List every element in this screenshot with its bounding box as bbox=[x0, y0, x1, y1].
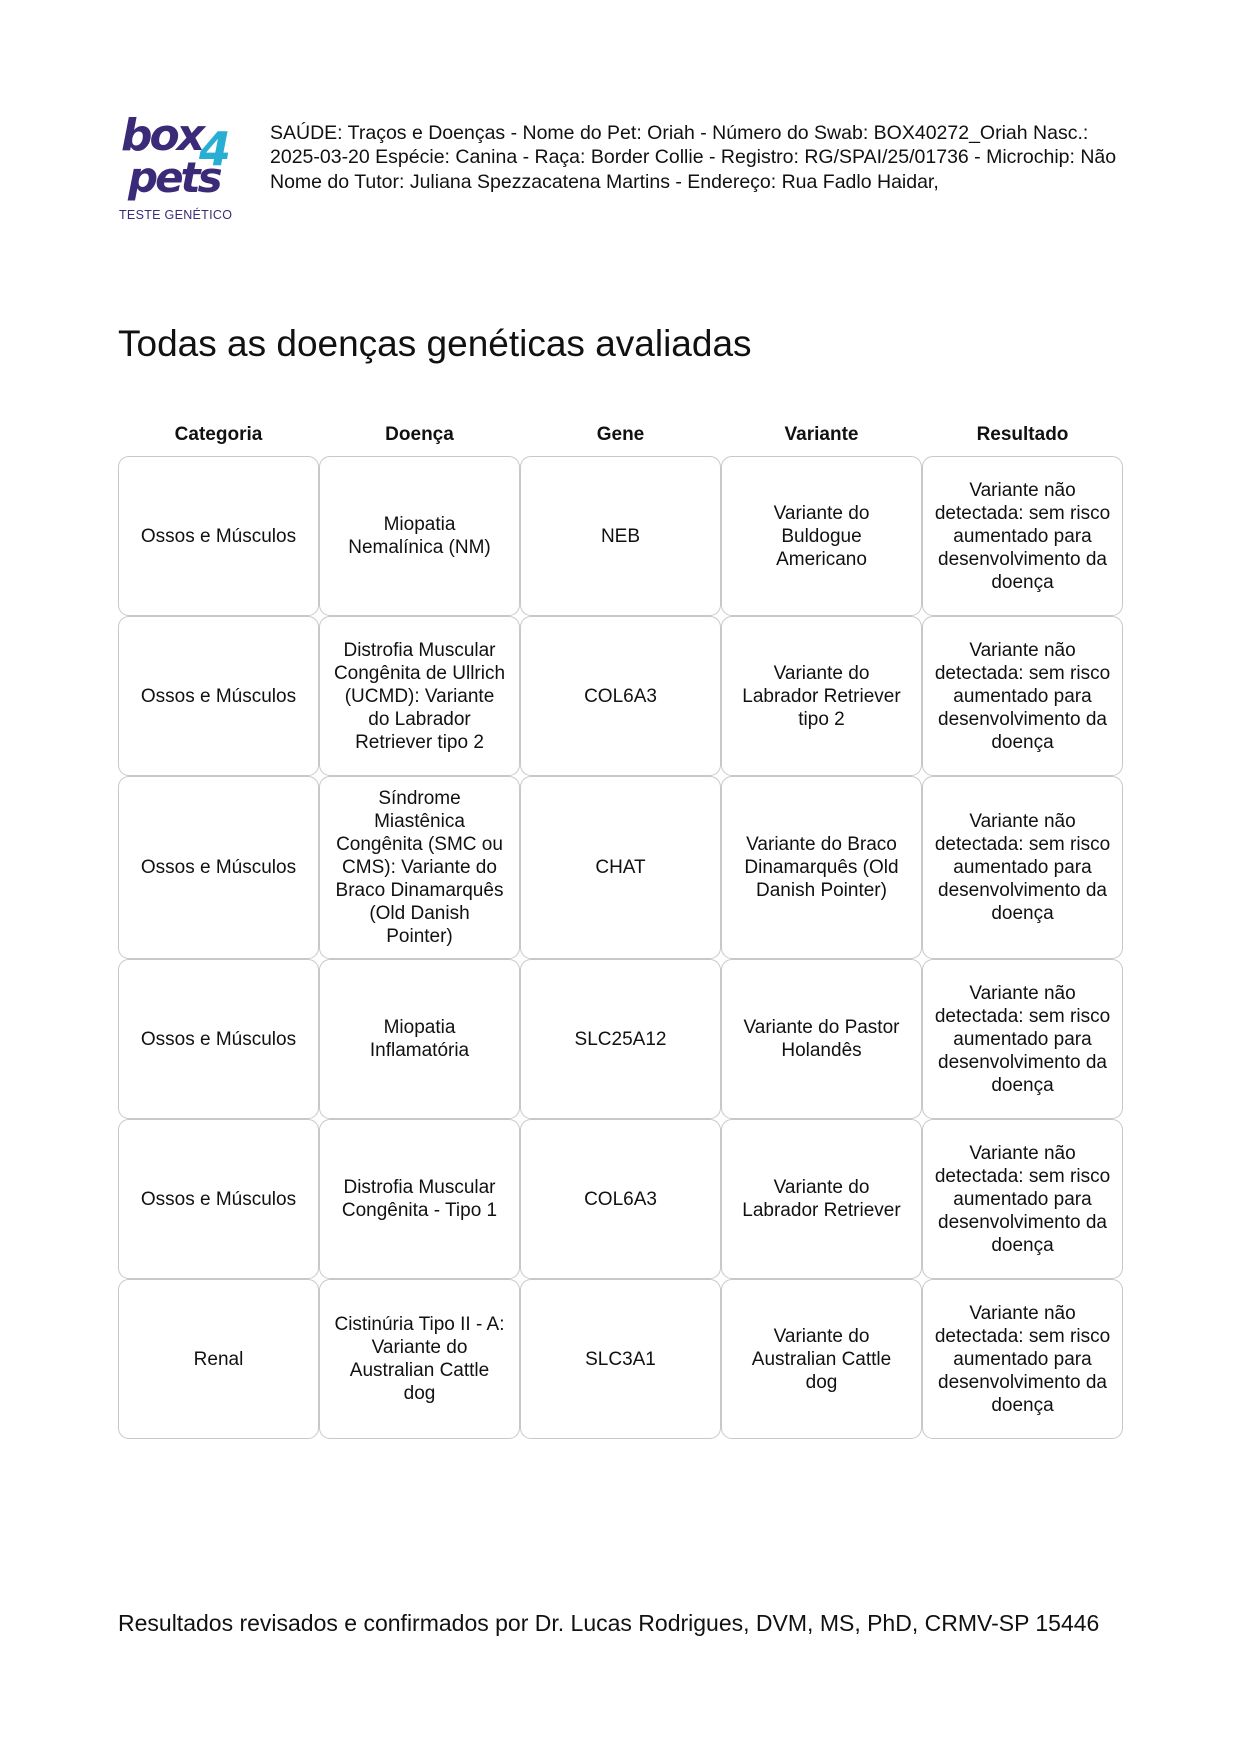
cell-doenca bbox=[319, 616, 520, 776]
gene-text: CHAT bbox=[595, 857, 646, 878]
table-header bbox=[118, 414, 1123, 456]
cell-resultado bbox=[922, 616, 1123, 776]
cell-variante bbox=[721, 1279, 922, 1439]
cell-resultado bbox=[922, 456, 1123, 616]
doenca-text: Distrofia Muscular Congênita de Ullrich (UCMD): Variante do Labrador Retriever tipo 2 bbox=[333, 639, 506, 753]
resultado-text: Variante não detectada: sem risco aumentado para desenvolvimento da doença bbox=[934, 479, 1111, 593]
doenca-text: Miopatia Inflamatória bbox=[369, 1017, 470, 1061]
variante-text: Variante do Buldogue Americano bbox=[773, 502, 870, 570]
categoria-text: Ossos e Músculos bbox=[140, 1028, 297, 1050]
resultado-text: Variante não detectada: sem risco aumentado para desenvolvimento da doença bbox=[934, 639, 1111, 753]
cell-resultado bbox=[922, 1119, 1123, 1279]
cell-gene bbox=[520, 1119, 721, 1279]
cell-doenca bbox=[319, 959, 520, 1119]
cell-gene bbox=[520, 959, 721, 1119]
doenca-text: Distrofia Muscular Congênita - Tipo 1 bbox=[341, 1177, 498, 1221]
categoria-text: Ossos e Músculos bbox=[140, 857, 297, 878]
gene-text: SLC25A12 bbox=[574, 1028, 667, 1050]
cell-doenca bbox=[319, 1279, 520, 1439]
gene-text: SLC3A1 bbox=[585, 1348, 656, 1370]
cell-gene bbox=[520, 1279, 721, 1439]
resultado-text: Variante não detectada: sem risco aumentado para desenvolvimento da doença bbox=[934, 1302, 1111, 1416]
table-row bbox=[118, 1279, 1123, 1439]
cell-variante bbox=[721, 616, 922, 776]
cell-gene bbox=[520, 456, 721, 616]
table-row bbox=[118, 959, 1123, 1119]
cell-doenca bbox=[319, 776, 520, 959]
cell-categoria bbox=[118, 959, 319, 1119]
cell-categoria bbox=[118, 1279, 319, 1439]
doenca-text: Miopatia Nemalínica (NM) bbox=[348, 514, 491, 558]
page-title: Todas as doenças genéticas avaliadas bbox=[118, 323, 752, 364]
box4pets-logo bbox=[115, 110, 235, 226]
cell-doenca bbox=[319, 456, 520, 616]
cell-doenca bbox=[319, 1119, 520, 1279]
cell-categoria bbox=[118, 1119, 319, 1279]
reviewer-signature: Resultados revisados e confirmados por Dr. Lucas Rodrigues, DVM, MS, PhD, CRMV-SP 15446 bbox=[118, 1610, 1100, 1636]
doenca-text: Cistinúria Tipo II - A: Variante do Australian Cattle dog bbox=[334, 1314, 505, 1404]
cell-variante bbox=[721, 776, 922, 959]
logo-subtitle: TESTE GENÉTICO bbox=[119, 208, 233, 222]
pet-info-header: SAÚDE: Traços e Doenças - Nome do Pet: Oriah - Número do Swab: BOX40272_Oriah Nasc.: 2025-03-20 Espécie: Canina - Raça: Border Collie - Registro: RG/SPAI/25/01736 - Microchip: Não Nome do Tutor: Juliana Spezzacatena Martins - Endereço: Rua Fadlo Haidar, bbox=[270, 122, 1117, 193]
resultado-text: Variante não detectada: sem risco aumentado para desenvolvimento da doença bbox=[934, 1142, 1111, 1256]
gene-text: COL6A3 bbox=[584, 685, 657, 707]
cell-categoria bbox=[118, 456, 319, 616]
logo-word-box: box bbox=[121, 110, 203, 161]
variante-text: Variante do Australian Cattle dog bbox=[751, 1325, 892, 1393]
table-row bbox=[118, 776, 1123, 959]
logo-word-pets: pets bbox=[128, 153, 220, 202]
cell-gene bbox=[520, 776, 721, 959]
variante-text: Variante do Pastor Holandês bbox=[743, 1017, 900, 1061]
logo-digit-4: 4 bbox=[199, 122, 232, 176]
categoria-text: Ossos e Músculos bbox=[140, 685, 297, 707]
categoria-text: Ossos e Músculos bbox=[140, 1188, 297, 1210]
variante-text: Variante do Labrador Retriever bbox=[742, 1177, 901, 1221]
variante-text: Variante do Braco Dinamarquês (Old Danish Pointer) bbox=[744, 834, 899, 901]
table-row bbox=[118, 616, 1123, 776]
doenca-text: Síndrome Miastênica Congênita (SMC ou CMS): Variante do Braco Dinamarquês (Old Danish Pointer) bbox=[335, 788, 504, 947]
column-header-resultado: Resultado bbox=[976, 424, 1069, 445]
column-header-doenca: Doença bbox=[385, 424, 454, 445]
variante-text: Variante do Labrador Retriever tipo 2 bbox=[742, 662, 901, 730]
cell-resultado bbox=[922, 1279, 1123, 1439]
column-header-categoria: Categoria bbox=[174, 424, 263, 445]
cell-resultado bbox=[922, 776, 1123, 959]
categoria-text: Renal bbox=[193, 1348, 244, 1370]
cell-gene bbox=[520, 616, 721, 776]
diseases-table bbox=[118, 414, 1123, 1439]
categoria-text: Ossos e Músculos bbox=[140, 525, 297, 547]
cell-categoria bbox=[118, 776, 319, 959]
table-row bbox=[118, 1119, 1123, 1279]
column-header-gene: Gene bbox=[596, 424, 645, 445]
cell-variante bbox=[721, 959, 922, 1119]
cell-resultado bbox=[922, 959, 1123, 1119]
cell-categoria bbox=[118, 616, 319, 776]
resultado-text: Variante não detectada: sem risco aumentado para desenvolvimento da doença bbox=[934, 811, 1111, 924]
resultado-text: Variante não detectada: sem risco aumentado para desenvolvimento da doença bbox=[934, 982, 1111, 1096]
cell-variante bbox=[721, 1119, 922, 1279]
cell-variante bbox=[721, 456, 922, 616]
table-row bbox=[118, 456, 1123, 616]
gene-text: NEB bbox=[600, 525, 641, 547]
gene-text: COL6A3 bbox=[584, 1188, 657, 1210]
column-header-variante: Variante bbox=[784, 424, 859, 445]
